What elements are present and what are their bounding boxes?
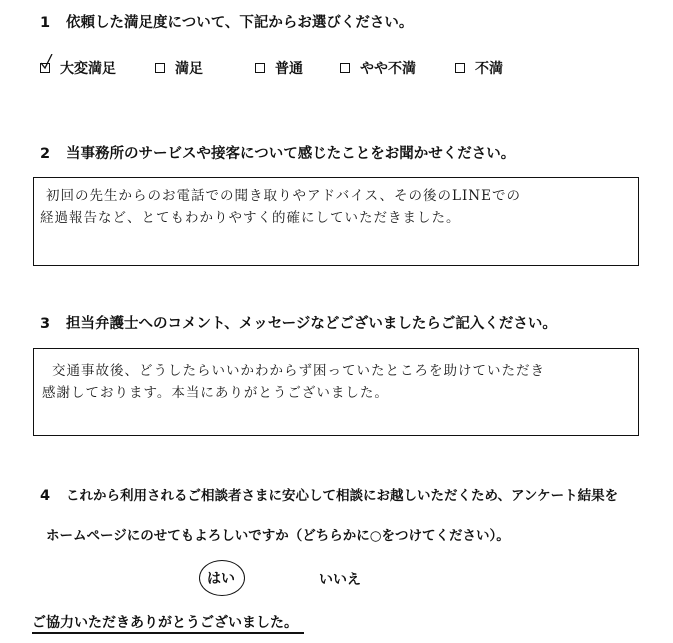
question-number: 4 — [40, 488, 51, 504]
question-text: 担当弁護士へのコメント、メッセージなどございましたらご記入ください。 — [66, 316, 557, 332]
answer-box-2[interactable] — [33, 177, 639, 266]
question-4 — [40, 487, 618, 505]
option-label: 満足 — [175, 61, 203, 77]
question-number: 1 — [40, 15, 51, 31]
question-number: 2 — [40, 146, 51, 162]
option-label: 大変満足 — [60, 61, 116, 77]
question-text: 当事務所のサービスや接客について感じたことをお聞かせください。 — [66, 146, 516, 162]
question-number: 3 — [40, 316, 51, 332]
handwritten-line: 感謝しております。本当にありがとうございました。 — [42, 385, 389, 401]
checkbox[interactable] — [155, 63, 165, 73]
question-4-line-2: ホームページにのせてもよろしいですか（どちらかに○をつけてください）。 — [46, 528, 510, 544]
question-text: これから利用されるご相談者さまに安心して相談にお越しいただくため、アンケート結果を — [66, 488, 619, 504]
option-very-satisfied[interactable] — [40, 58, 116, 78]
thanks-message: ご協力いただきありがとうございました。 — [32, 615, 298, 631]
option-label: やや不満 — [360, 61, 416, 77]
thanks-underline — [32, 632, 304, 634]
checkbox[interactable] — [255, 63, 265, 73]
option-somewhat-dissatisfied[interactable] — [340, 58, 416, 78]
checkbox[interactable] — [455, 63, 465, 73]
option-satisfied[interactable] — [155, 58, 203, 78]
choice-no[interactable]: いいえ — [319, 572, 361, 588]
checkbox[interactable] — [340, 63, 350, 73]
answer-box-3[interactable] — [33, 348, 639, 436]
check-mark-icon — [40, 54, 56, 70]
checkbox[interactable] — [40, 63, 50, 73]
question-2 — [40, 145, 515, 163]
option-label: 普通 — [275, 61, 303, 77]
handwritten-line: 初回の先生からのお電話での聞き取りやアドバイス、その後のLINEでの — [46, 188, 521, 204]
question-1 — [40, 14, 413, 32]
question-3 — [40, 315, 557, 333]
handwritten-line: 交通事故後、どうしたらいいかわからず困っていたところを助けていただき — [52, 363, 545, 379]
choice-yes[interactable]: はい — [207, 571, 235, 587]
option-dissatisfied[interactable] — [455, 58, 503, 78]
handwritten-line: 経過報告など、とてもわかりやすく的確にしていただきました。 — [40, 210, 461, 226]
option-neutral[interactable] — [255, 58, 303, 78]
option-label: 不満 — [475, 61, 503, 77]
question-text: 依頼した満足度について、下記からお選びください。 — [66, 15, 414, 31]
